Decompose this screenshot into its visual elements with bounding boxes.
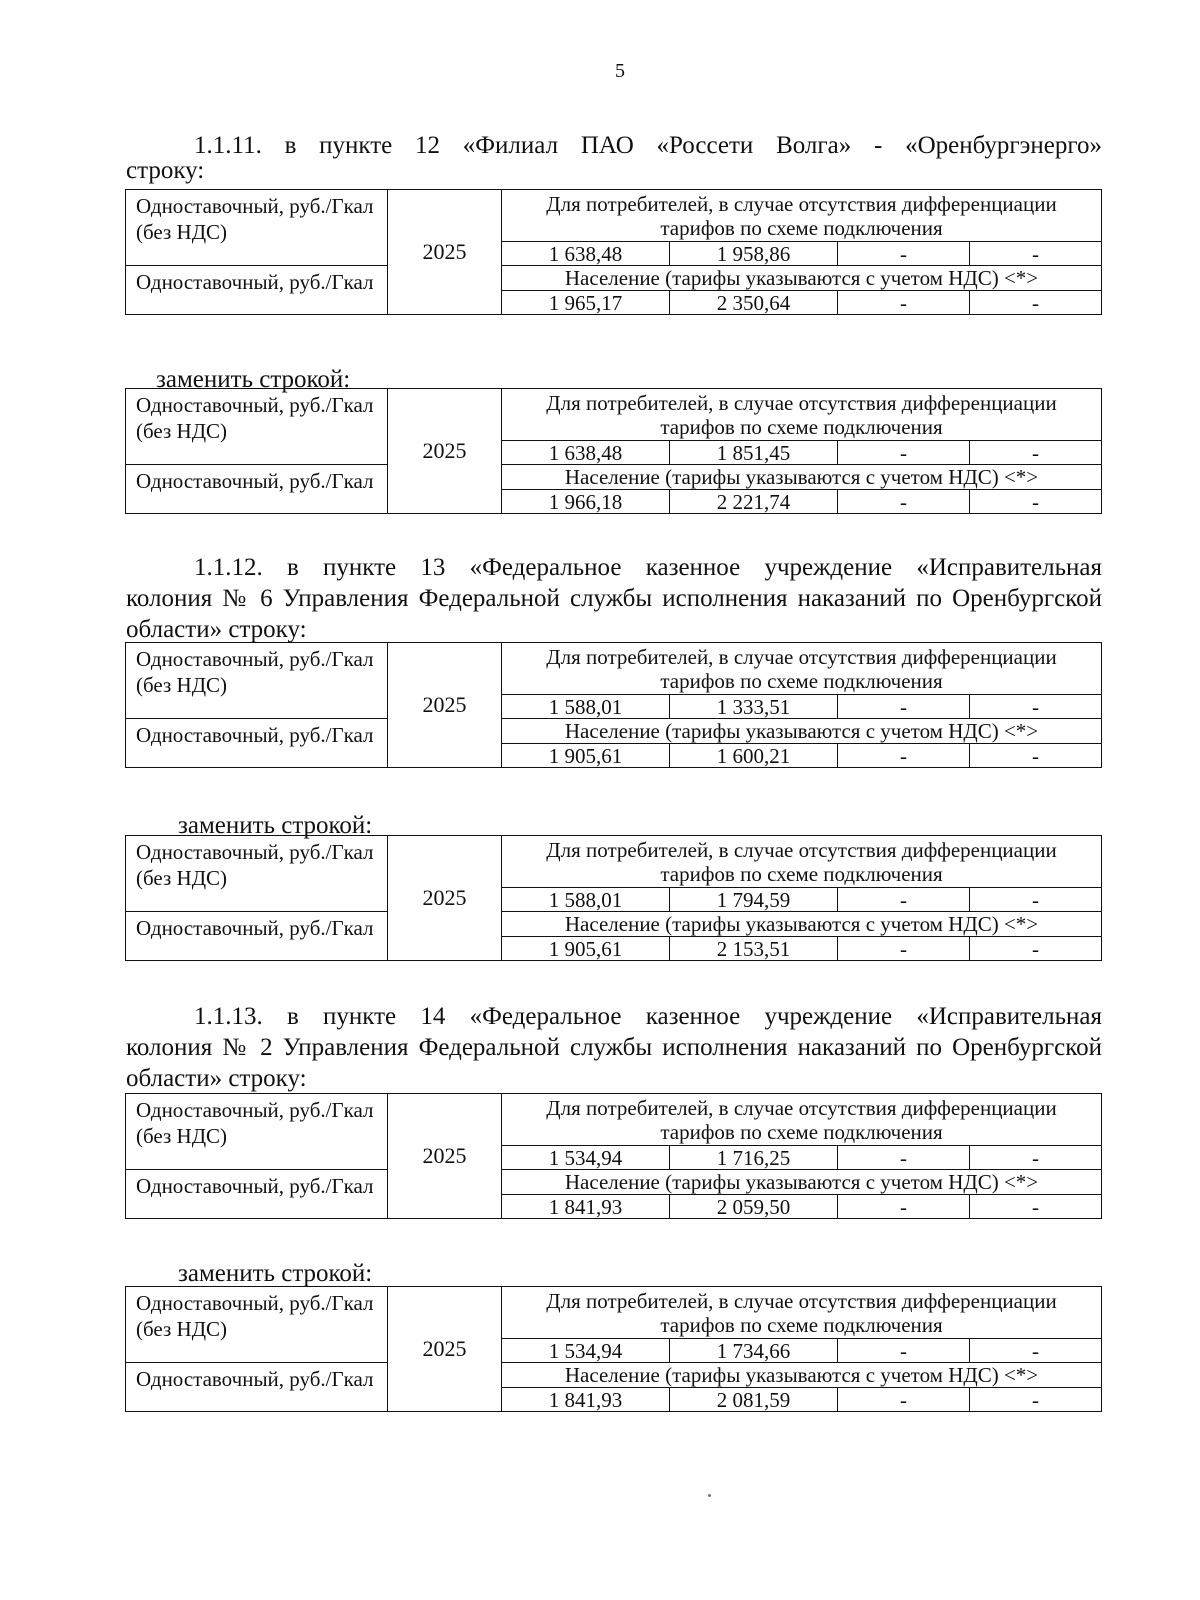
tariff-table-new-1-1-11 <box>125 388 1102 514</box>
empty-cell-dash: - <box>970 1195 1102 1219</box>
tariff-value: 1 841,93 <box>502 1195 670 1219</box>
tariff-value: 2 350,64 <box>670 291 838 315</box>
tariff-value: 1 638,48 <box>502 441 670 465</box>
population-header: Население (тарифы указываются с учетом НДС) <*> <box>502 719 1102 744</box>
scan-speck <box>708 1494 711 1497</box>
tariff-value: 1 794,59 <box>670 888 838 912</box>
tariff-value: 1 965,17 <box>502 291 670 315</box>
tariff-type-label: Одноставочный, руб./Гкал (без НДС) <box>126 836 388 912</box>
tariff-type-label: Одноставочный, руб./Гкал <box>126 1363 388 1412</box>
consumers-header: Для потребителей, в случае отсутствия дифференциации тарифов по схеме подключения <box>502 389 1102 441</box>
consumers-header: Для потребителей, в случае отсутствия дифференциации тарифов по схеме подключения <box>502 190 1102 242</box>
tariff-value: 1 716,25 <box>670 1146 838 1170</box>
tariff-type-label: Одноставочный, руб./Гкал <box>126 465 388 514</box>
consumers-header: Для потребителей, в случае отсутствия дифференциации тарифов по схеме подключения <box>502 836 1102 888</box>
tariff-value: 1 534,94 <box>502 1339 670 1363</box>
tariff-type-label: Одноставочный, руб./Гкал <box>126 266 388 315</box>
empty-cell-dash: - <box>838 441 970 465</box>
population-header: Население (тарифы указываются с учетом НДС) <*> <box>502 912 1102 937</box>
tariff-type-label: Одноставочный, руб./Гкал (без НДС) <box>126 643 388 719</box>
tariff-year: 2025 <box>388 389 502 514</box>
tariff-type-label: Одноставочный, руб./Гкал (без НДС) <box>126 389 388 465</box>
empty-cell-dash: - <box>970 242 1102 266</box>
empty-cell-dash: - <box>838 1195 970 1219</box>
intro-continuation: строку: <box>126 157 205 184</box>
empty-cell-dash: - <box>838 1388 970 1412</box>
tariff-value: 2 221,74 <box>670 490 838 514</box>
section-intro-1-1-12 <box>126 552 1102 645</box>
tariff-value: 1 638,48 <box>502 242 670 266</box>
empty-cell-dash: - <box>970 695 1102 719</box>
tariff-value: 1 588,01 <box>502 695 670 719</box>
population-header: Население (тарифы указываются с учетом НДС) <*> <box>502 266 1102 291</box>
tariff-type-label: Одноставочный, руб./Гкал (без НДС) <box>126 1287 388 1363</box>
empty-cell-dash: - <box>838 888 970 912</box>
tariff-type-label: Одноставочный, руб./Гкал (без НДС) <box>126 1094 388 1170</box>
intro-continuation: колония № 6 Управления Федеральной службы исполнения наказаний по Оренбургской области» строку: <box>126 585 1102 643</box>
tariff-type-label: Одноставочный, руб./Гкал <box>126 719 388 768</box>
population-header: Население (тарифы указываются с учетом НДС) <*> <box>502 1363 1102 1388</box>
intro-line: 1.1.13. в пункте 14 «Федеральное казенное учреждение «Исправительная <box>194 1003 1102 1030</box>
tariff-year: 2025 <box>388 1287 502 1412</box>
tariff-table-old-1-1-11 <box>125 189 1102 315</box>
empty-cell-dash: - <box>838 695 970 719</box>
tariff-value: 1 600,21 <box>670 744 838 768</box>
tariff-value: 2 153,51 <box>670 937 838 961</box>
replace-label: заменить строкой: <box>178 1260 373 1287</box>
replace-label: заменить строкой: <box>178 812 373 839</box>
tariff-value: 1 588,01 <box>502 888 670 912</box>
empty-cell-dash: - <box>970 937 1102 961</box>
intro-line: 1.1.11. в пункте 12 «Филиал ПАО «Россети Волга» - «Оренбургэнерго» <box>194 132 1102 159</box>
tariff-value: 1 958,86 <box>670 242 838 266</box>
tariff-table-old-1-1-12 <box>125 642 1102 768</box>
empty-cell-dash: - <box>838 937 970 961</box>
tariff-value: 1 851,45 <box>670 441 838 465</box>
tariff-value: 1 905,61 <box>502 744 670 768</box>
empty-cell-dash: - <box>838 1146 970 1170</box>
empty-cell-dash: - <box>970 1146 1102 1170</box>
empty-cell-dash: - <box>970 441 1102 465</box>
consumers-header: Для потребителей, в случае отсутствия дифференциации тарифов по схеме подключения <box>502 1287 1102 1339</box>
intro-continuation: колония № 2 Управления Федеральной службы исполнения наказаний по Оренбургской области» строку: <box>126 1034 1102 1092</box>
empty-cell-dash: - <box>970 291 1102 315</box>
tariff-value: 1 841,93 <box>502 1388 670 1412</box>
tariff-year: 2025 <box>388 1094 502 1219</box>
intro-line: 1.1.12. в пункте 13 «Федеральное казенное учреждение «Исправительная <box>194 554 1102 581</box>
empty-cell-dash: - <box>838 291 970 315</box>
tariff-year: 2025 <box>388 190 502 315</box>
tariff-table-old-1-1-13 <box>125 1093 1102 1219</box>
tariff-value: 1 333,51 <box>670 695 838 719</box>
page-number: 5 <box>615 60 625 82</box>
consumers-header: Для потребителей, в случае отсутствия дифференциации тарифов по схеме подключения <box>502 643 1102 695</box>
empty-cell-dash: - <box>838 1339 970 1363</box>
tariff-value: 1 734,66 <box>670 1339 838 1363</box>
tariff-value: 1 966,18 <box>502 490 670 514</box>
tariff-value: 2 081,59 <box>670 1388 838 1412</box>
tariff-table-new-1-1-13 <box>125 1286 1102 1412</box>
section-intro-1-1-13 <box>126 1001 1102 1094</box>
tariff-type-label: Одноставочный, руб./Гкал <box>126 1170 388 1219</box>
tariff-year: 2025 <box>388 836 502 961</box>
tariff-value: 1 534,94 <box>502 1146 670 1170</box>
empty-cell-dash: - <box>970 744 1102 768</box>
empty-cell-dash: - <box>838 490 970 514</box>
consumers-header: Для потребителей, в случае отсутствия дифференциации тарифов по схеме подключения <box>502 1094 1102 1146</box>
tariff-value: 2 059,50 <box>670 1195 838 1219</box>
tariff-value: 1 905,61 <box>502 937 670 961</box>
empty-cell-dash: - <box>970 1388 1102 1412</box>
tariff-table-new-1-1-12 <box>125 835 1102 961</box>
empty-cell-dash: - <box>970 1339 1102 1363</box>
section-intro-1-1-11 <box>126 130 1102 186</box>
population-header: Население (тарифы указываются с учетом НДС) <*> <box>502 465 1102 490</box>
empty-cell-dash: - <box>838 744 970 768</box>
empty-cell-dash: - <box>970 490 1102 514</box>
empty-cell-dash: - <box>970 888 1102 912</box>
empty-cell-dash: - <box>838 242 970 266</box>
tariff-year: 2025 <box>388 643 502 768</box>
tariff-type-label: Одноставочный, руб./Гкал (без НДС) <box>126 190 388 266</box>
replace-label: заменить строкой: <box>156 366 351 393</box>
population-header: Население (тарифы указываются с учетом НДС) <*> <box>502 1170 1102 1195</box>
tariff-type-label: Одноставочный, руб./Гкал <box>126 912 388 961</box>
